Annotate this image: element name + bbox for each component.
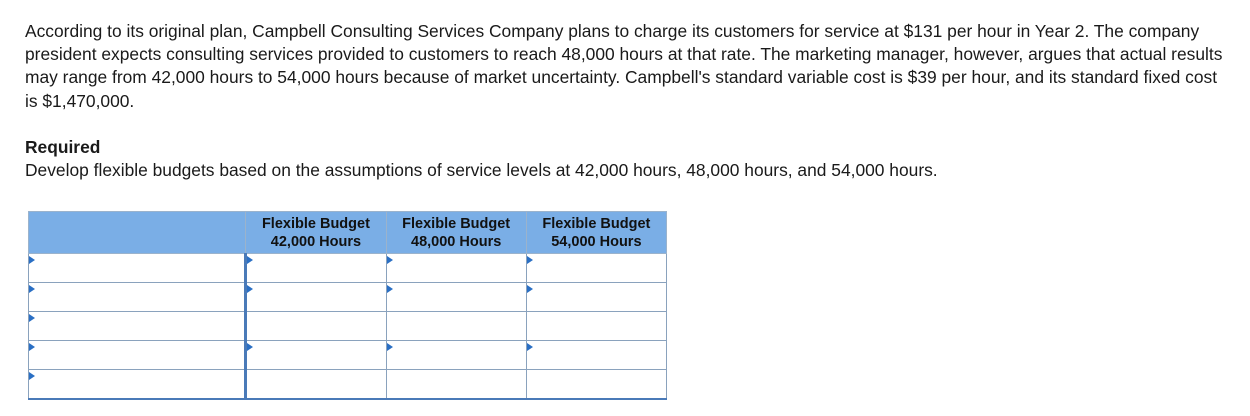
value-input-48000[interactable] — [387, 283, 526, 311]
row-label-dropdown[interactable] — [29, 254, 246, 283]
header-line1: Flexible Budget — [402, 216, 511, 232]
dropdown-marker-icon — [527, 256, 533, 264]
value-cell[interactable] — [526, 283, 666, 312]
header-line1: Flexible Budget — [261, 216, 370, 232]
value-input-54000[interactable] — [527, 283, 666, 311]
dropdown-marker-icon — [527, 285, 533, 293]
row-label-input[interactable] — [29, 283, 244, 311]
row-label-input[interactable] — [29, 312, 244, 340]
header-line2: 48,000 Hours — [411, 234, 502, 250]
row-label-dropdown[interactable] — [29, 312, 246, 341]
value-cell — [246, 370, 386, 399]
value-input-48000[interactable] — [387, 254, 526, 282]
value-input-54000[interactable] — [527, 341, 666, 369]
value-cell[interactable] — [526, 341, 666, 370]
value-cell[interactable] — [246, 283, 386, 312]
value-cell[interactable] — [386, 341, 526, 370]
dropdown-marker-icon — [527, 343, 533, 351]
dropdown-marker-icon — [387, 285, 393, 293]
table-row — [29, 254, 667, 283]
value-input-42000[interactable] — [247, 254, 385, 282]
dropdown-marker-icon — [387, 256, 393, 264]
value-input-42000[interactable] — [247, 341, 385, 369]
header-line2: 42,000 Hours — [270, 234, 362, 250]
instructions-text: Develop flexible budgets based on the assumptions of service levels at 42,000 hours, 48,000 hours, and 54,000 hours. — [25, 160, 938, 180]
dropdown-marker-icon — [29, 285, 35, 293]
problem-statement: According to its original plan, Campbell Consulting Services Company plans to charge its customers for service at $131 per hour in Year 2. The company president expects consulting services provided to customers to reach 48,000 hours at that rate. The marketing manager, however, argues that actual results may range from 42,000 hours to 54,000 hours because of market uncertainty. Campbell's standard variable cost is $39 per hour, and its standard fixed cost is $1,470,000. — [25, 21, 1223, 111]
value-cell[interactable] — [526, 254, 666, 283]
value-cell[interactable] — [386, 283, 526, 312]
row-label-input[interactable] — [29, 254, 244, 282]
row-label-input[interactable] — [29, 341, 244, 369]
value-cell — [526, 312, 666, 341]
flexible-budget-table — [28, 211, 667, 400]
dropdown-marker-icon — [387, 343, 393, 351]
dropdown-marker-icon — [29, 372, 35, 380]
value-cell[interactable] — [386, 254, 526, 283]
table-header-row — [29, 212, 667, 254]
header-line2: 54,000 Hours — [551, 234, 642, 250]
dropdown-marker-icon — [247, 285, 253, 293]
value-cell — [526, 370, 666, 399]
header-label-column — [29, 212, 246, 254]
dropdown-marker-icon — [29, 343, 35, 351]
dropdown-marker-icon — [247, 343, 253, 351]
row-label-input[interactable] — [29, 370, 244, 398]
row-label-dropdown[interactable] — [29, 370, 246, 399]
table-row — [29, 341, 667, 370]
table-row — [29, 312, 667, 341]
value-cell[interactable] — [246, 254, 386, 283]
dropdown-marker-icon — [247, 256, 253, 264]
value-cell — [386, 312, 526, 341]
dropdown-marker-icon — [29, 256, 35, 264]
row-label-dropdown[interactable] — [29, 283, 246, 312]
header-line1: Flexible Budget — [542, 216, 651, 232]
header-flexible-budget-54000 — [526, 212, 666, 254]
header-flexible-budget-42000 — [246, 212, 386, 254]
header-flexible-budget-48000 — [386, 212, 526, 254]
table-row — [29, 370, 667, 399]
table-row — [29, 283, 667, 312]
value-cell[interactable] — [246, 341, 386, 370]
row-label-dropdown[interactable] — [29, 341, 246, 370]
value-input-42000[interactable] — [247, 283, 385, 311]
value-input-54000[interactable] — [527, 254, 666, 282]
value-input-48000[interactable] — [387, 341, 526, 369]
value-cell — [246, 312, 386, 341]
dropdown-marker-icon — [29, 314, 35, 322]
required-heading: Required — [25, 137, 101, 157]
value-cell — [386, 370, 526, 399]
